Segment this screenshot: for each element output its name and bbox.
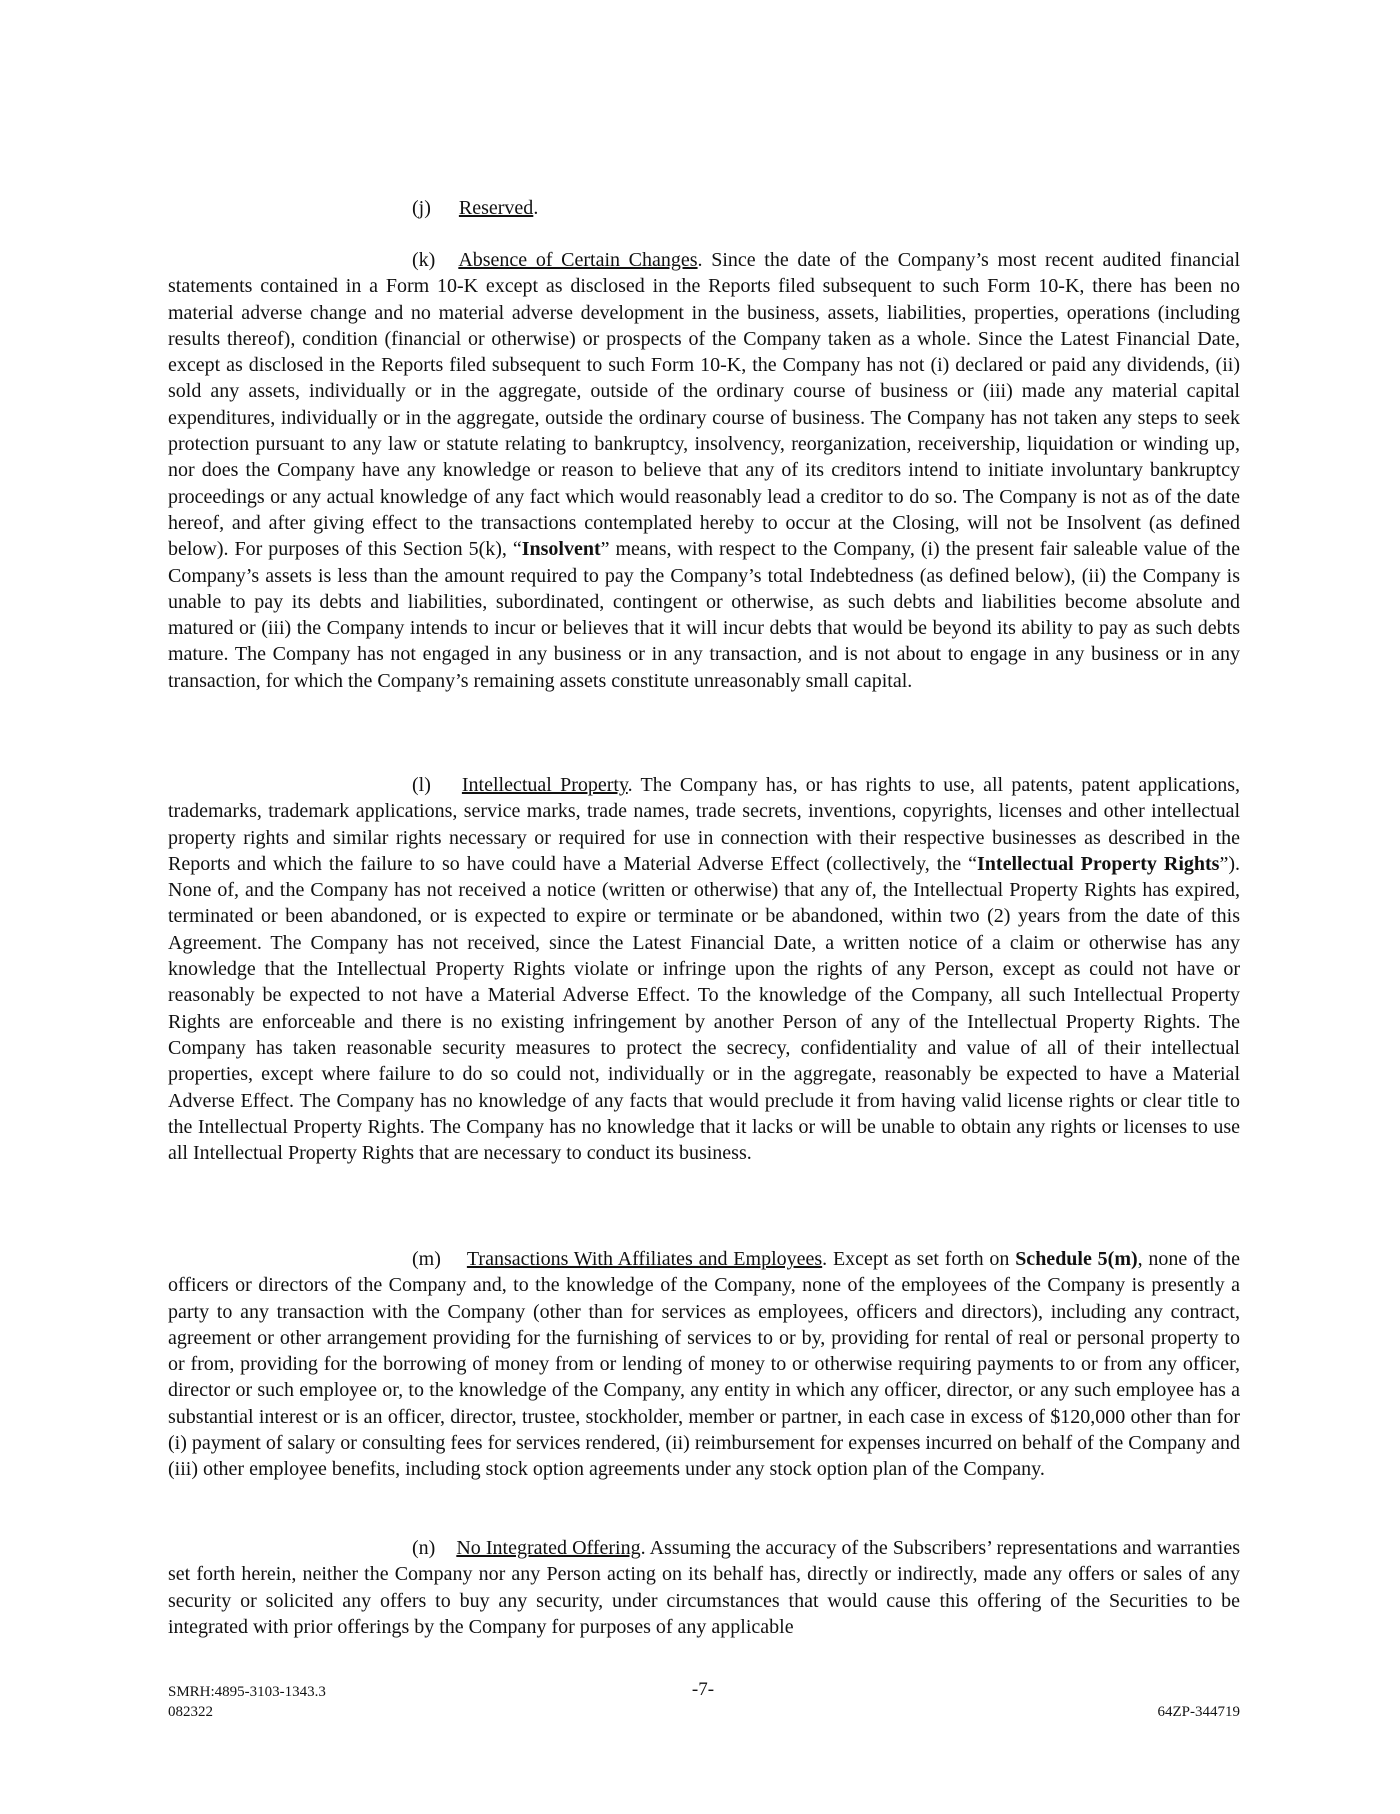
section-m-marker: (m) <box>412 1248 441 1270</box>
section-j-heading: Reserved <box>458 197 534 219</box>
section-m-paragraph <box>168 1246 1240 1483</box>
section-k <box>168 247 1240 694</box>
section-j <box>168 195 1240 221</box>
section-k-text-2: ” means, with respect to the Company, (i) the present fair saleable value of the Company’s assets is less than the amount required to pay the Company’s total Indebtedness (as defined below), (ii) the Company is unable to pay its debts and liabilities, subordinated, contingent or otherwise, as such debts and liabilities become absolute and matured or (iii) the Company intends to incur or believes that it will incur debts that would be beyond its ability to pay as such debts mature. The Company has not engaged in any business or in any transaction, and is not about to engage in any business or in any transaction, for which the Company’s remaining assets constitute unreasonably small capital. <box>168 538 1241 692</box>
page-number: -7- <box>691 1679 715 1700</box>
section-m-text-1: . Except as set forth on <box>822 1248 1016 1270</box>
section-l-text-1: . The Company has, or has rights to use, all patents, patent applications, trademarks, trademark applications, service marks, trade names, trade secrets, inventions, copyrights, licenses and other intellectual property rights and similar rights necessary or required for use in connection with their respective businesses as described in the Reports and which the failure to so have could have a Material Adverse Effect (collectively, the “ <box>168 774 1240 875</box>
section-k-heading: Absence of Certain Changes <box>458 249 698 271</box>
section-k-text-1: . Since the date of the Company’s most recent audited financial statements contained in a Form 10-K except as disclosed in the Reports filed subsequent to such Form 10-K, there has been no material adverse change and no material adverse development in the business, assets, liabilities, properties, operations (including results thereof), condition (financial or otherwise) or prospects of the Company taken as a whole. Since the Latest Financial Date, except as disclosed in the Reports filed subsequent to such Form 10-K, the Company has not (i) declared or paid any dividends, (ii) sold any assets, individually or in the aggregate, outside of the ordinary course of business or (iii) made any material capital expenditures, individually or in the aggregate, outside the ordinary course of business. The Company has not taken any steps to seek protection pursuant to any law or statute relating to bankruptcy, insolvency, reorganization, receivership, liquidation or winding up, nor does the Company have any knowledge or reason to believe that any of its creditors intend to initiate involuntary bankruptcy proceedings or any actual knowledge of any fact which would reasonably lead a creditor to do so. The Company is not as of the date hereof, and after giving effect to the transactions contemplated hereby to occur at the Closing, will not be Insolvent (as defined below). For purposes of this Section 5(k), “ <box>168 249 1240 561</box>
section-n-marker: (n) <box>412 1537 436 1559</box>
section-j-period: . <box>533 197 539 219</box>
section-n-text-1: . Assuming the accuracy of the Subscribers’ representations and warranties set forth herein, neither the Company nor any Person acting on its behalf has, directly or indirectly, made any offers or sales of any security or solicited any offers to buy any security, under circumstances that would cause this offering of the Securities to be integrated with prior offerings by the Company for purposes of any applicable <box>168 1537 1240 1638</box>
footer-reference: 64ZP-344719 <box>1157 1704 1240 1720</box>
section-m-heading: Transactions With Affiliates and Employees <box>466 1248 823 1270</box>
section-l-heading: Intellectual Property <box>461 774 628 796</box>
section-m <box>168 1246 1240 1483</box>
section-l-marker: (l) <box>412 774 431 796</box>
footer-page-number <box>0 1678 1400 1702</box>
section-l-paragraph <box>168 772 1240 1166</box>
section-m-defined-term: Schedule 5(m) <box>1015 1248 1138 1270</box>
section-n-paragraph <box>168 1535 1240 1640</box>
section-l <box>168 772 1240 1166</box>
section-k-paragraph <box>168 247 1240 694</box>
section-k-marker: (k) <box>412 249 436 271</box>
section-m-text-2: , none of the officers or directors of the Company and, to the knowledge of the Company, none of the employees of the Company is presently a party to any transaction with the Company (other than for services as employees, officers and directors), including any contract, agreement or other arrangement providing for the furnishing of services to or by, providing for rental of real or personal property to or from, providing for the borrowing of money from or lending of money to or otherwise requiring payments to or from any officer, director or such employee or, to the knowledge of the Company, any entity in which any officer, director, or any such employee has a substantial interest or is an officer, director, trustee, stockholder, member or partner, in each case in excess of $120,000 other than for (i) payment of salary or consulting fees for services rendered, (ii) reimbursement for expenses incurred on behalf of the Company and (iii) other employee benefits, including stock option agreements under any stock option plan of the Company. <box>168 1248 1240 1481</box>
section-j-paragraph <box>412 195 1240 221</box>
section-n-heading: No Integrated Offering <box>456 1537 641 1559</box>
section-j-marker: (j) <box>412 197 431 219</box>
section-n <box>168 1535 1240 1640</box>
section-l-defined-term: Intellectual Property Rights <box>977 852 1220 875</box>
section-k-defined-term: Insolvent <box>521 538 601 561</box>
footer-doc-id: SMRH:4895-3103-1343.3 <box>168 1684 326 1700</box>
section-l-text-2: ”). None of, and the Company has not received a notice (written or otherwise) that any of, the Intellectual Property Rights has expired, terminated or been abandoned, or is expected to expire or terminate or be abandoned, within two (2) years from the date of this Agreement. The Company has not received, since the Latest Financial Date, a written notice of a claim or otherwise has any knowledge that the Intellectual Property Rights violate or infringe upon the rights of any Person, except as could not have or reasonably be expected to not have a Material Adverse Effect. To the knowledge of the Company, all such Intellectual Property Rights are enforceable and there is no existing infringement by another Person of any of the Intellectual Property Rights. The Company has taken reasonable security measures to protect the secrecy, confidentiality and value of all of their intellectual properties, except where failure to do so could not, individually or in the aggregate, reasonably be expected to have a Material Adverse Effect. The Company has no knowledge of any facts that would preclude it from having valid license rights or clear title to the Intellectual Property Rights. The Company has no knowledge that it lacks or will be unable to obtain any rights or licenses to use all Intellectual Property Rights that are necessary to conduct its business. <box>168 852 1240 1165</box>
footer-doc-date: 082322 <box>168 1704 213 1720</box>
